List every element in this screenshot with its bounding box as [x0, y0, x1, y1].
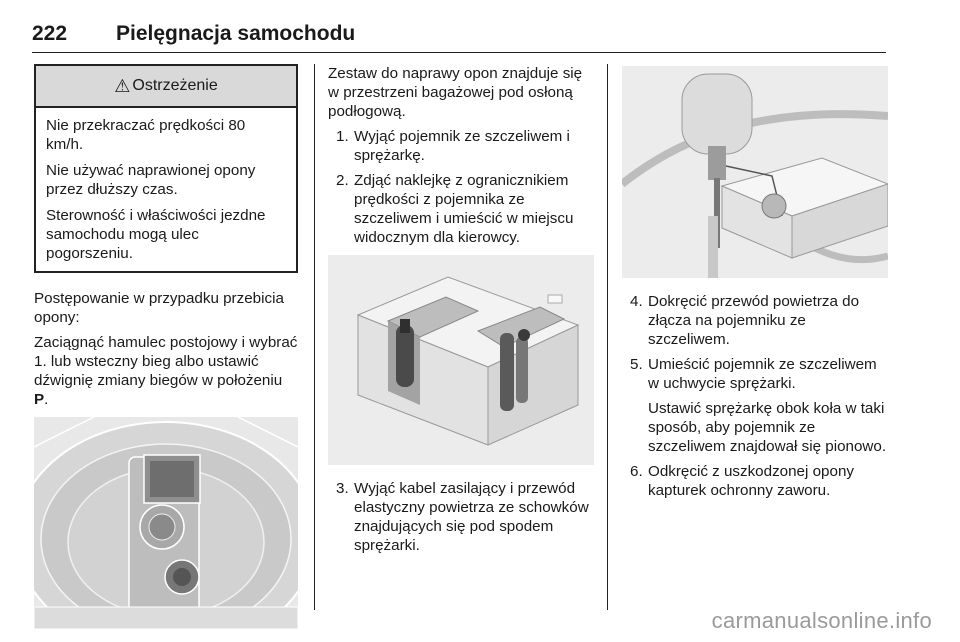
steps-list: [328, 127, 594, 247]
warning-paragraph: Sterowność i właściwości jezdne samochodu mogą ulec pogorszeniu.: [46, 207, 266, 262]
sealant-bottle-compressor-illustration: [622, 66, 888, 278]
list-item: 5. Umieścić pojemnik ze szczeliwem w uchwycie sprężarki. Ustawić sprężarkę obok koła w taki sposób, aby pojemnik ze szczeliwem znajdował się pionowo.: [630, 356, 887, 455]
column-divider: [607, 64, 608, 610]
watermark: carmanualsonline.info: [711, 608, 932, 633]
page-number: 222: [32, 22, 68, 45]
warning-header: [36, 66, 296, 108]
steps-list: [328, 479, 594, 555]
warning-triangle-icon: ⚠: [114, 75, 131, 96]
list-item: 4. Dokręcić przewód powietrza do złącza na pojemniku ze szczeliwem.: [630, 293, 860, 348]
body-paragraph: Zestaw do naprawy opon znajduje się w przestrzeni bagażowej pod osłoną podłogową.: [328, 65, 583, 120]
body-paragraph: Zaciągnąć hamulec postojowy i wybrać 1. lub wsteczny bieg albo ustawić dźwignię zmiany biegów w położeniu P.: [34, 334, 298, 408]
page-header: [32, 18, 886, 53]
warning-title: Ostrzeżenie: [132, 77, 218, 94]
spare-wheel-well-illustration: [34, 417, 298, 629]
column-divider: [314, 64, 315, 610]
warning-paragraph: Nie używać naprawionej opony przez dłuższy czas.: [46, 162, 256, 198]
page-title: Pielęgnacja samochodu: [116, 22, 356, 45]
warning-paragraph: Nie przekraczać prędkości 80 km/h.: [46, 117, 246, 153]
warning-box: [34, 64, 298, 273]
list-item: 1. Wyjąć pojemnik ze szczeliwem i sprężarkę.: [336, 128, 570, 164]
list-item-note: Ustawić sprężarkę obok koła w taki sposób, aby pojemnik ze szczeliwem znajdował się pionowo.: [648, 400, 887, 455]
list-item: 6. Odkręcić z uszkodzonej opony kapturek ochronny zaworu.: [630, 463, 854, 499]
column-left: [34, 64, 298, 629]
steps-list: [622, 292, 888, 500]
column-right: [622, 66, 888, 506]
column-middle: [328, 64, 594, 561]
warning-body: [36, 108, 296, 271]
tire-repair-kit-box-illustration: [328, 255, 594, 465]
body-paragraph: Postępowanie w przypadku przebicia opony:: [34, 290, 284, 326]
list-item: 2. Zdjąć naklejkę z ogranicznikiem prędkości z pojemnika ze szczeliwem i umieścić w miejscu widocznym dla kierowcy.: [336, 172, 574, 246]
list-item: 3. Wyjąć kabel zasilający i przewód elastyczny powietrza ze schowków znajdujących się pod spodem sprężarki.: [336, 480, 589, 554]
